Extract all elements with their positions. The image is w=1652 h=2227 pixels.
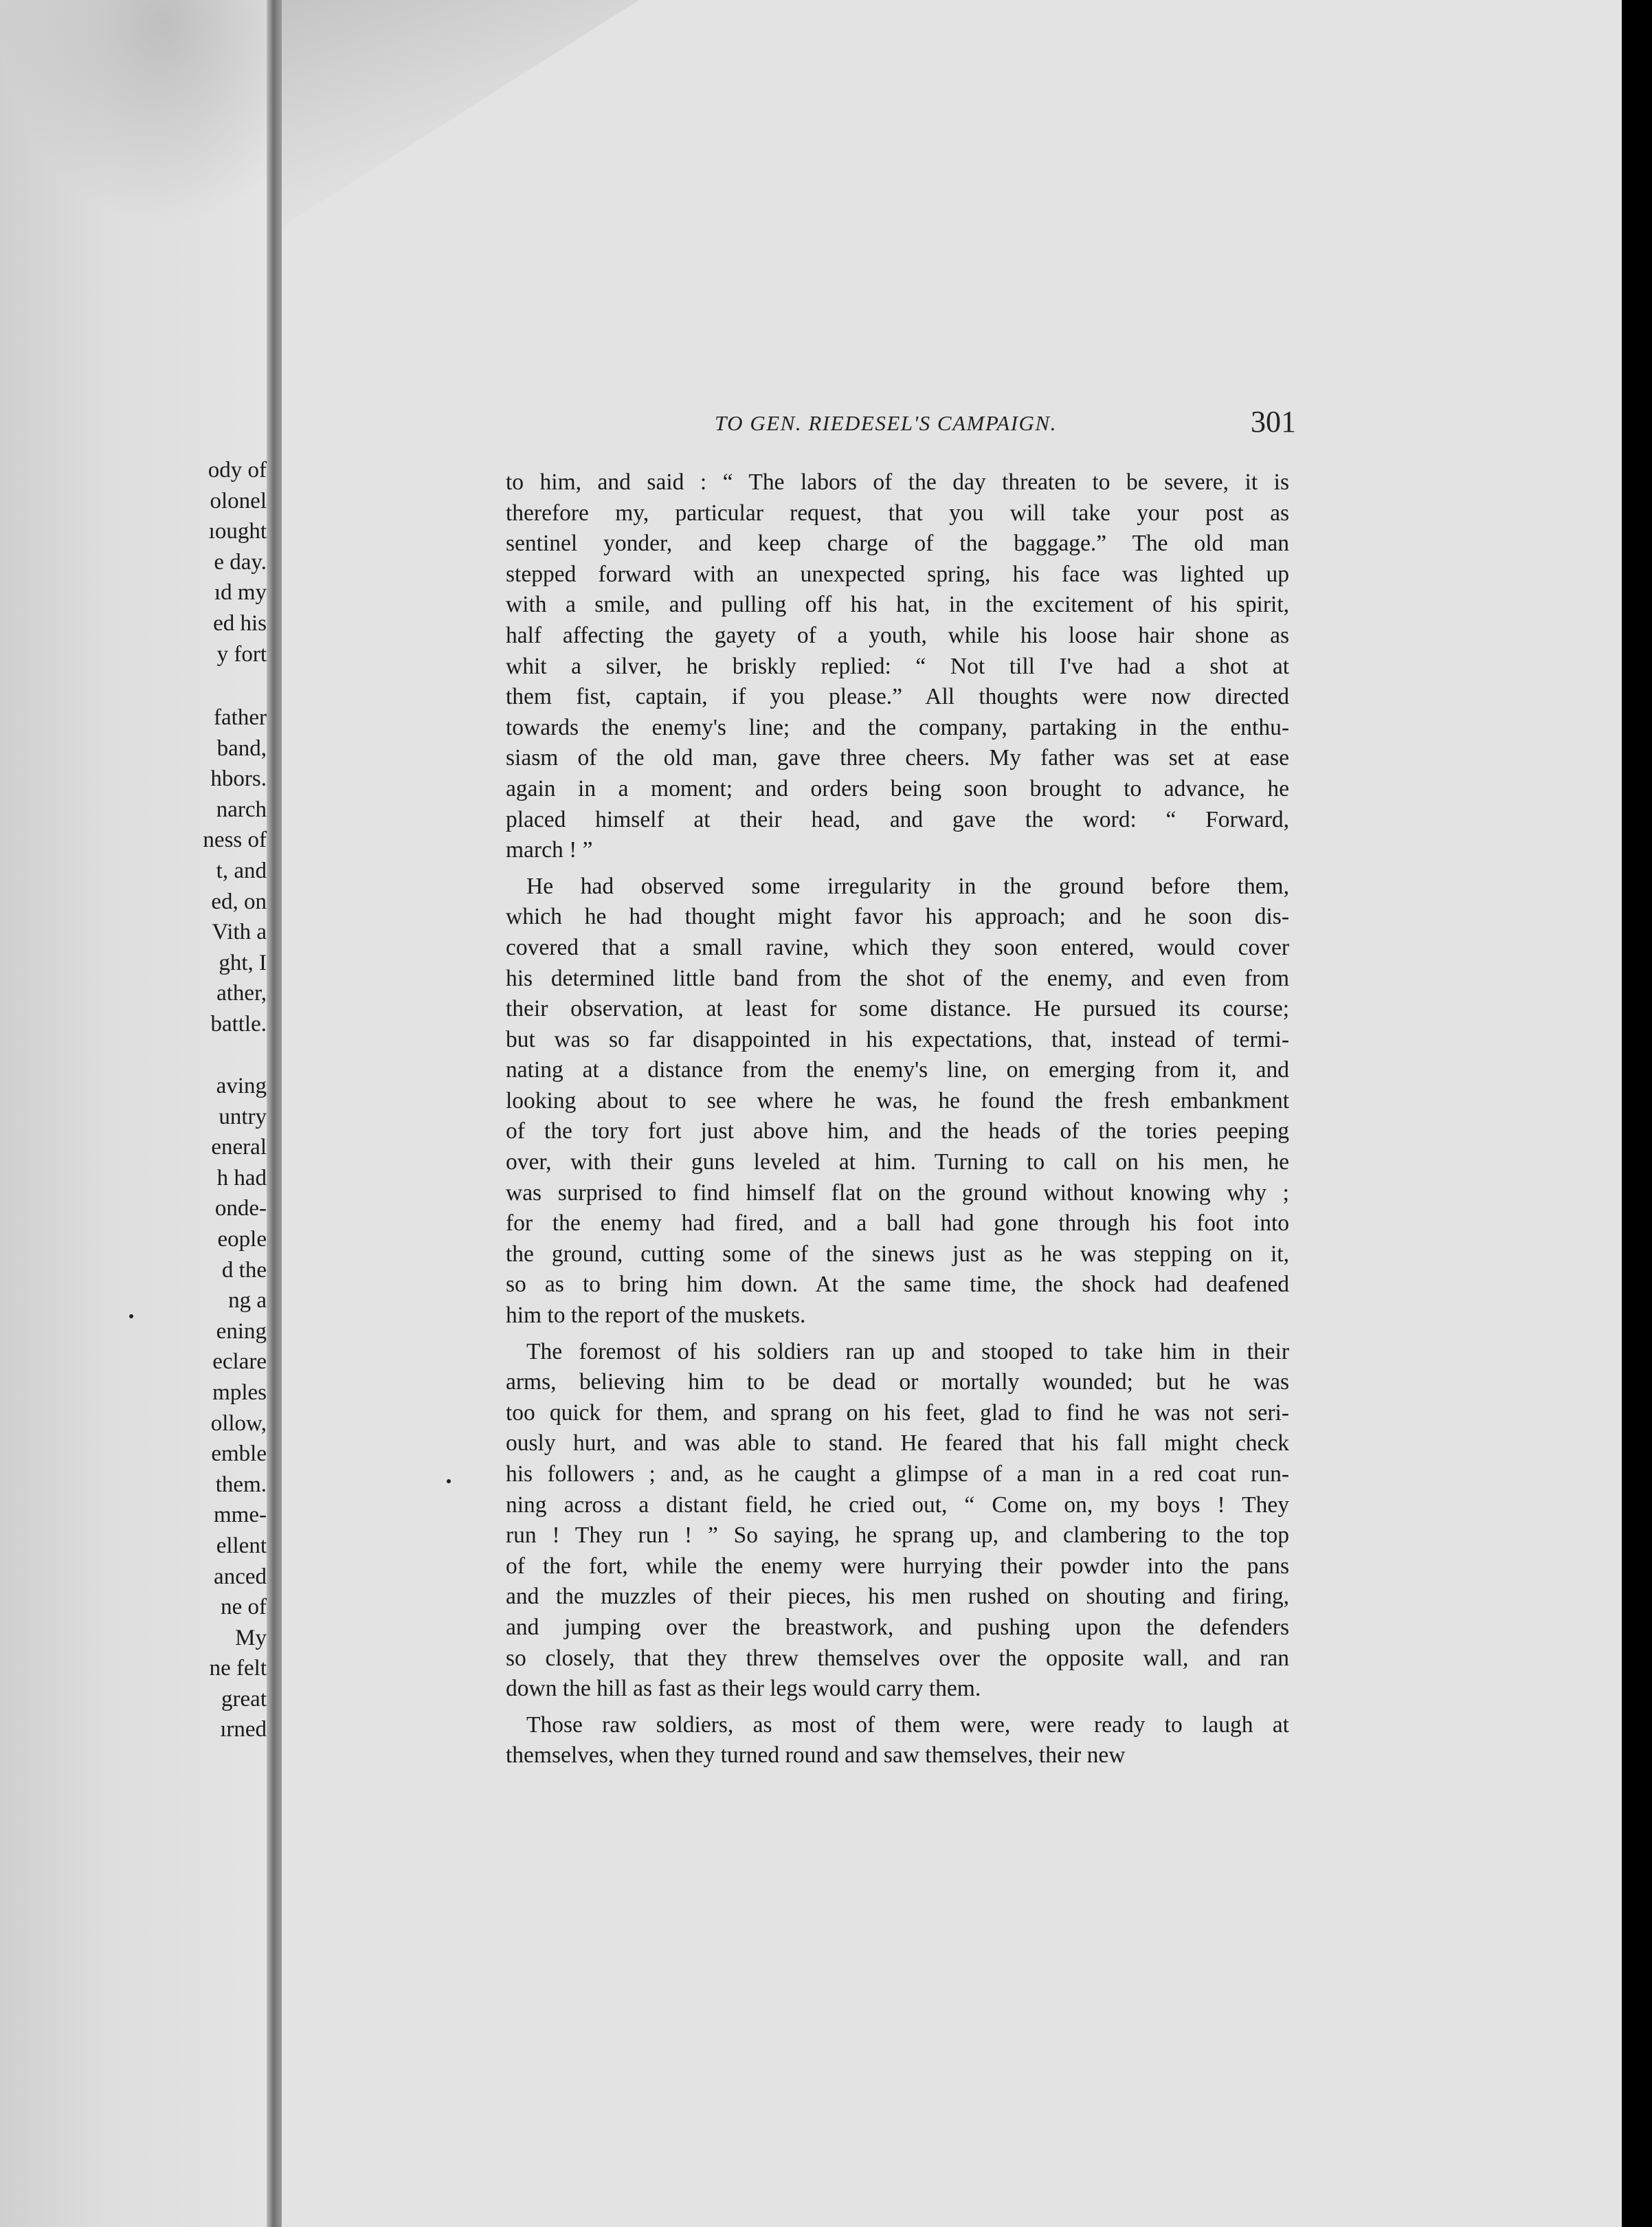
- fragment-line: d the: [221, 1257, 267, 1283]
- fragment-line: narch: [216, 797, 267, 822]
- fragment-line: ght, I: [219, 950, 267, 975]
- text-line: of the fort, while the enemy were hurrying their powder into the pans: [506, 1553, 1289, 1579]
- text-line: ously hurt, and was able to stand. He feared that his fall might check: [506, 1430, 1289, 1456]
- fragment-line: eneral: [211, 1135, 267, 1160]
- text-line: down the hill as fast as their legs would carry them.: [506, 1676, 981, 1702]
- text-line: over, with their guns leveled at him. Turning to call on his men, he: [506, 1149, 1289, 1175]
- fragment-line: aving: [216, 1074, 267, 1098]
- fragment-line: ırned: [220, 1717, 267, 1742]
- paragraph-4: [506, 1710, 1289, 1771]
- text-line: run ! They run ! ” So saying, he sprang up, and clambering to the top: [506, 1522, 1289, 1549]
- text-line: He had observed some irregularity in the ground before them,: [526, 873, 1289, 899]
- running-head: TO GEN. RIEDESEL'S CAMPAIGN.: [715, 411, 1057, 435]
- text-line: his determined little band from the shot of the enemy, and even from: [506, 965, 1289, 991]
- fragment-line: ody of: [208, 458, 267, 483]
- text-line: with a smile, and pulling off his hat, in the excitement of his spirit,: [506, 592, 1289, 618]
- text-line: but was so far disappointed in his expectations, that, instead of termi-: [506, 1026, 1289, 1052]
- text-line: and jumping over the breastwork, and pushing upon the defenders: [506, 1614, 1289, 1640]
- previous-page-text-block-2: [157, 702, 267, 1040]
- fragment-line: great: [221, 1686, 267, 1711]
- text-line: stepped forward with an unexpected spring, his face was lighted up: [506, 561, 1289, 587]
- fragment-line: onde-: [214, 1196, 267, 1221]
- scan-speck: [129, 1314, 133, 1318]
- text-line: placed himself at their head, and gave the word: “ Forward,: [506, 806, 1289, 832]
- page-shadow: [0, 0, 272, 227]
- text-line: ning across a distant field, he cried out, “ Come on, my boys ! They: [506, 1492, 1289, 1518]
- text-line: too quick for them, and sprang on his feet, glad to find he was not seri-: [506, 1399, 1289, 1426]
- fragment-line: mples: [212, 1380, 267, 1405]
- body-text: [506, 467, 1289, 1771]
- fragment-line: e day.: [214, 549, 267, 575]
- fragment-line: ather,: [216, 981, 267, 1006]
- text-line: to him, and said : “ The labors of the day threaten to be severe, it is: [506, 469, 1289, 495]
- fragment-line: untry: [219, 1104, 267, 1129]
- text-line: of the tory fort just above him, and the heads of the tories peeping: [506, 1118, 1289, 1144]
- text-line: for the enemy had fired, and a ball had gone through his foot into: [506, 1210, 1289, 1237]
- fragment-line: mme-: [214, 1503, 267, 1528]
- fragment-line: ness of: [203, 828, 267, 853]
- text-line: half affecting the gayety of a youth, while his loose hair shone as: [506, 622, 1289, 648]
- text-line: Those raw soldiers, as most of them were, were ready to laugh at: [526, 1711, 1289, 1738]
- text-line: them fist, captain, if you please.” All thoughts were now directed: [506, 684, 1289, 710]
- text-line: towards the enemy's line; and the company, partaking in the enthu-: [506, 714, 1289, 740]
- fragment-line: ening: [216, 1318, 267, 1344]
- text-line: again in a moment; and orders being soon brought to advance, he: [506, 775, 1289, 801]
- text-line: their observation, at least for some distance. He pursued its course;: [506, 996, 1289, 1022]
- paragraph-2: [506, 872, 1289, 1331]
- text-line: march ! ”: [506, 837, 593, 863]
- text-line: so closely, that they threw themselves over the opposite wall, and ran: [506, 1645, 1289, 1671]
- text-line: him to the report of the muskets.: [506, 1303, 806, 1329]
- page-number: 301: [1251, 405, 1296, 439]
- paragraph-3: [506, 1337, 1289, 1705]
- fragment-line: band,: [216, 735, 267, 761]
- fragment-line: father: [214, 705, 267, 730]
- previous-page-fragment: [0, 0, 272, 2227]
- fragment-line: eople: [217, 1226, 267, 1252]
- fragment-line: ng a: [228, 1288, 267, 1314]
- text-line: the ground, cutting some of the sinews just as he was stepping on it,: [506, 1241, 1289, 1267]
- text-line: siasm of the old man, gave three cheers. My father was set at ease: [506, 745, 1289, 771]
- text-line: whit a silver, he briskly replied: “ Not till I've had a shot at: [506, 653, 1289, 679]
- scan-speck: [447, 1479, 451, 1483]
- fragment-line: ne felt: [209, 1656, 267, 1681]
- fragment-line: ıd my: [214, 580, 267, 606]
- fragment-line: t, and: [216, 858, 267, 883]
- fragment-line: h had: [216, 1165, 267, 1190]
- previous-page-text-block-1: [157, 455, 267, 669]
- fragment-line: battle.: [210, 1011, 267, 1037]
- fragment-line: My: [235, 1625, 267, 1650]
- text-line: looking about to see where he was, he found the fresh embankment: [506, 1087, 1289, 1114]
- fragment-line: anced: [214, 1564, 267, 1589]
- fragment-line: ed his: [213, 610, 267, 636]
- fragment-line: emble: [211, 1441, 267, 1467]
- paragraph-1: [506, 467, 1289, 866]
- fragment-line: ed, on: [211, 889, 267, 914]
- text-line: arms, believing him to be dead or mortally wounded; but he was: [506, 1369, 1289, 1395]
- fragment-line: ne of: [221, 1595, 267, 1620]
- text-line: nating at a distance from the enemy's line, on emerging from it, and: [506, 1057, 1289, 1083]
- scan-border: [1622, 0, 1652, 2227]
- fragment-line: ollow,: [210, 1410, 267, 1436]
- text-line: which he had thought might favor his approach; and he soon dis-: [506, 904, 1289, 930]
- fragment-line: eclare: [212, 1349, 267, 1375]
- fragment-line: Vith a: [212, 920, 267, 945]
- fragment-line: olonel: [210, 488, 267, 513]
- text-line: themselves, when they turned round and saw themselves, their new: [506, 1742, 1126, 1769]
- fragment-line: them.: [215, 1472, 267, 1497]
- text-line: his followers ; and, as he caught a glimpse of a man in a red coat run-: [506, 1461, 1289, 1487]
- book-gutter: [267, 0, 282, 2227]
- text-line: so as to bring him down. At the same time, the shock had deafened: [506, 1272, 1289, 1298]
- text-line: and the muzzles of their pieces, his men rushed on shouting and firing,: [506, 1584, 1289, 1610]
- fragment-line: hbors.: [210, 766, 267, 792]
- previous-page-text-block-3: [157, 1071, 267, 1745]
- fragment-line: ellent: [216, 1533, 267, 1558]
- text-line: The foremost of his soldiers ran up and stooped to take him in their: [526, 1338, 1289, 1364]
- text-line: sentinel yonder, and keep charge of the baggage.” The old man: [506, 531, 1289, 557]
- fragment-line: y fort: [216, 641, 267, 667]
- text-line: covered that a small ravine, which they soon entered, would cover: [506, 934, 1289, 960]
- fragment-line: ıought: [208, 519, 267, 544]
- text-line: was surprised to find himself flat on the ground without knowing why ;: [506, 1179, 1289, 1206]
- text-line: therefore my, particular request, that you will take your post as: [506, 500, 1289, 526]
